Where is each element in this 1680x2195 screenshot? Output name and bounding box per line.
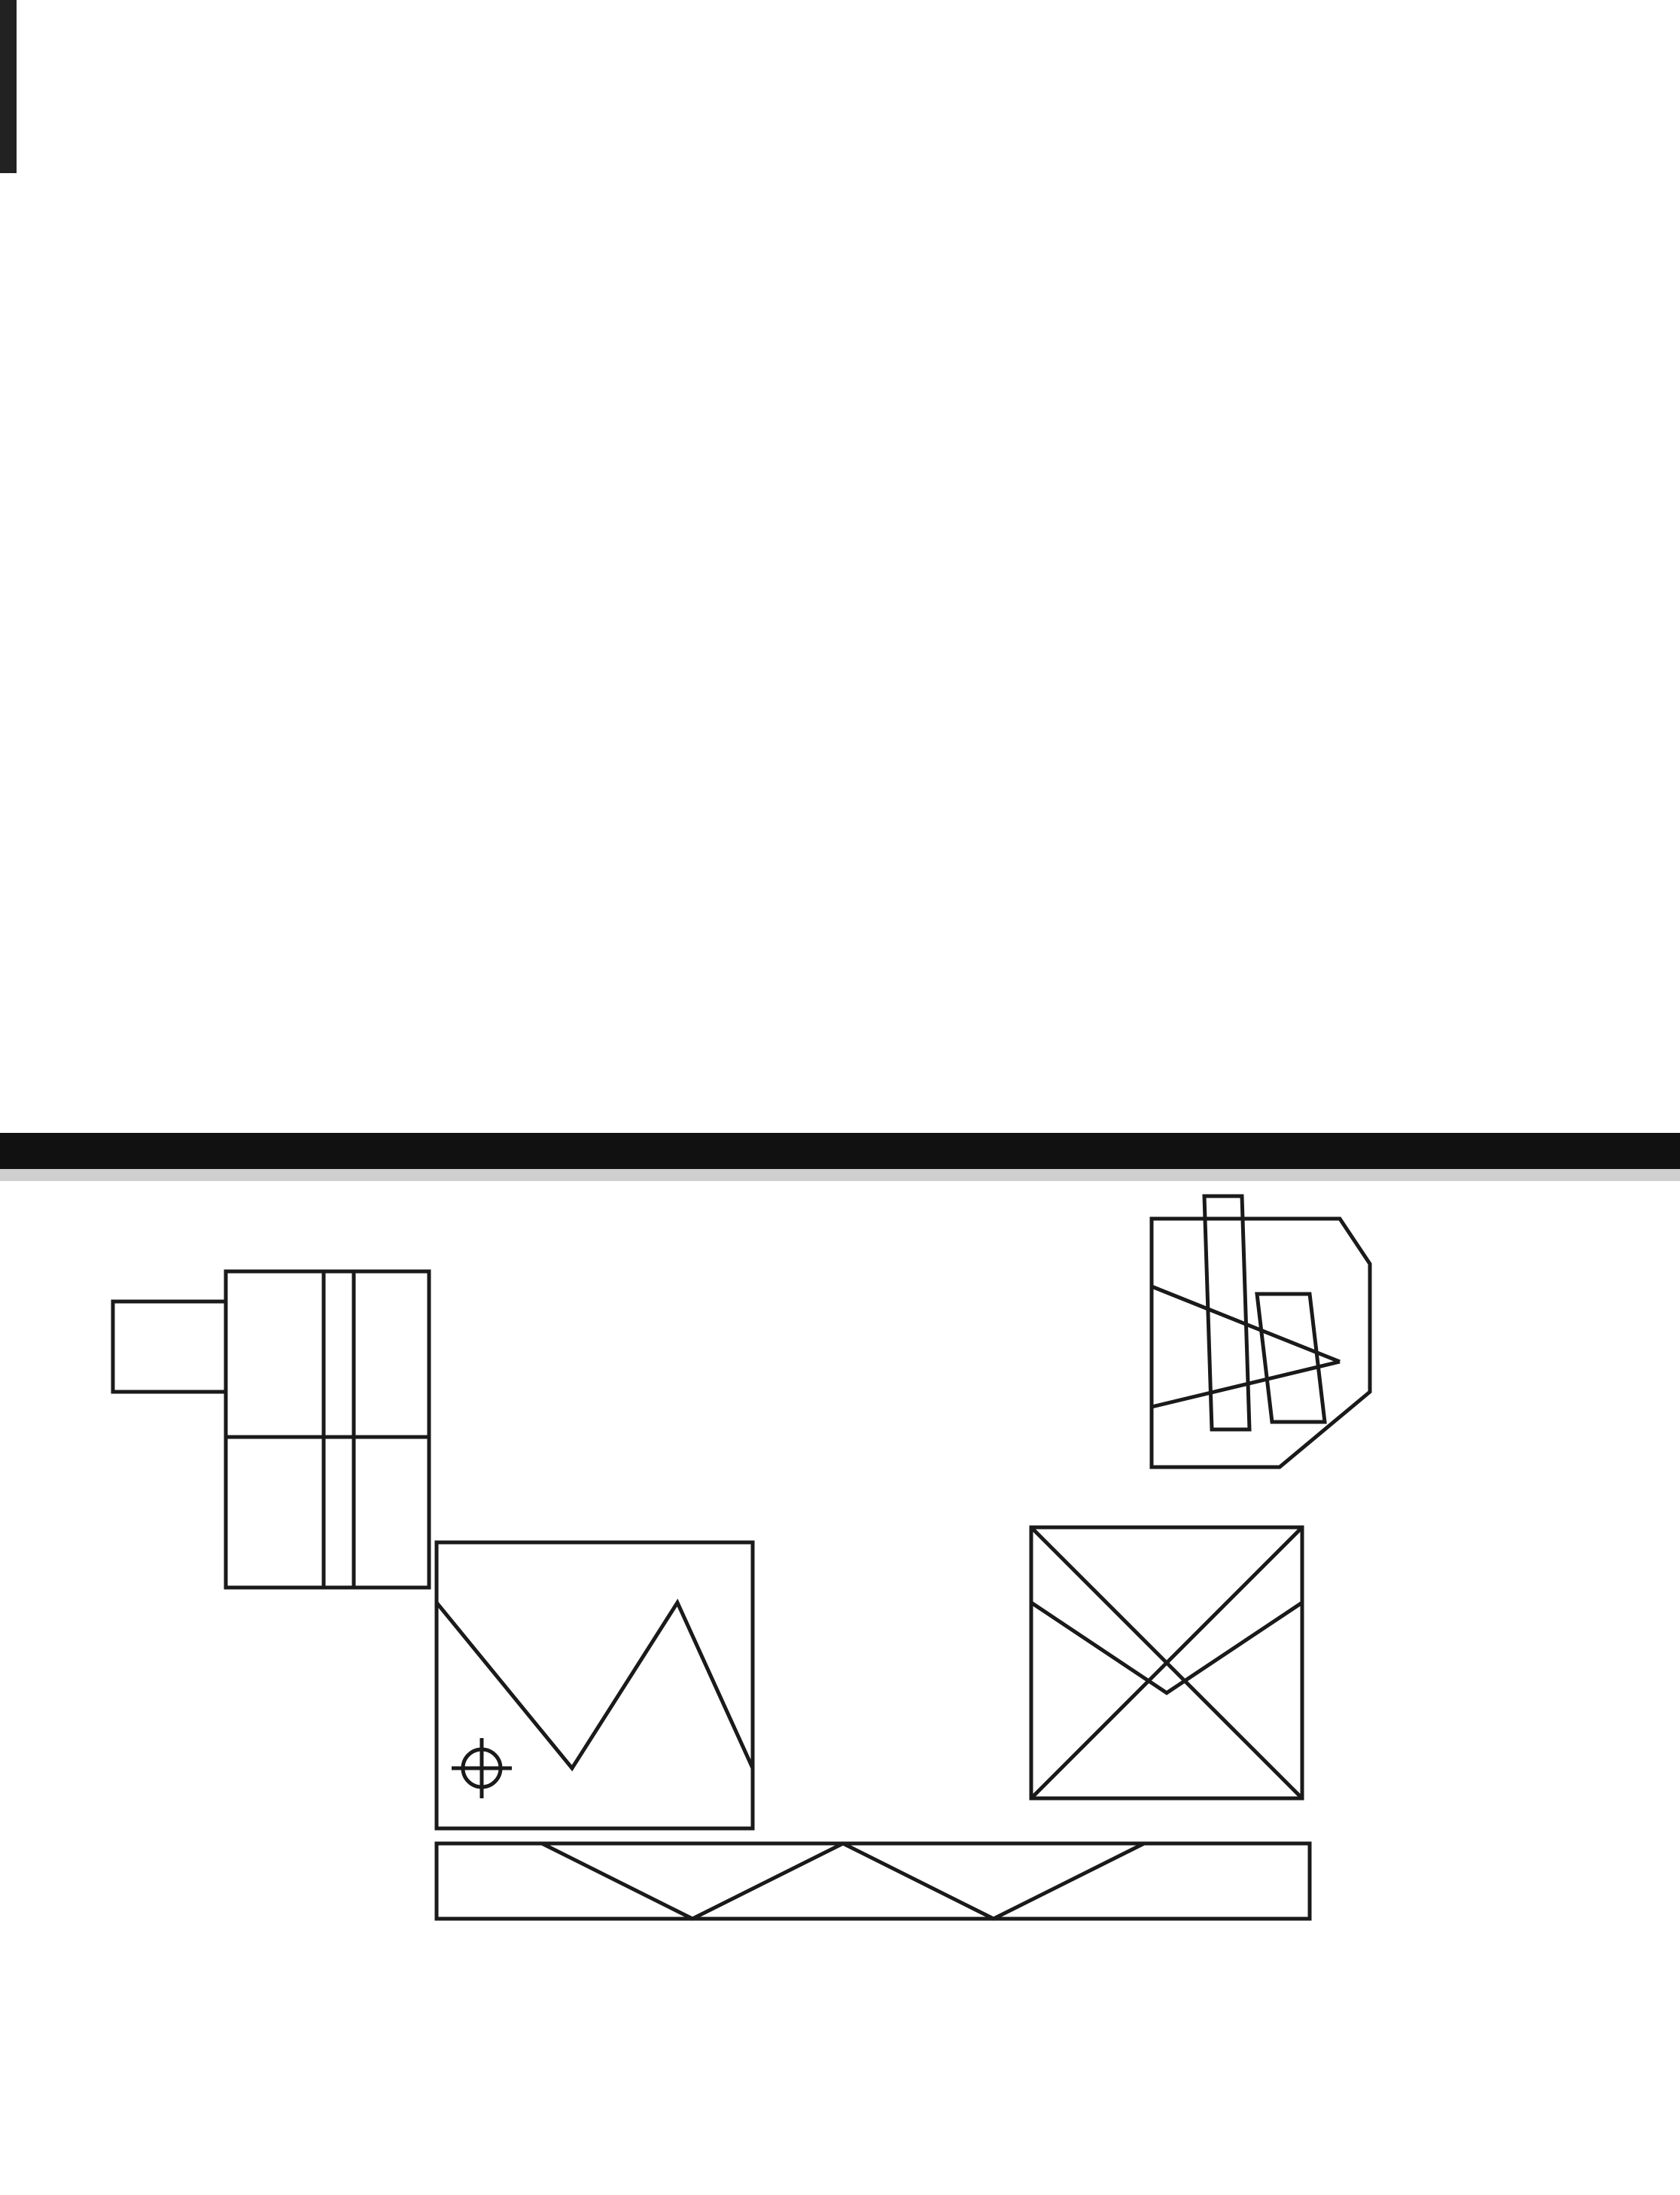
book-gutter (0, 1133, 1680, 1169)
figure-4-5-diagram (0, 1181, 1680, 1934)
book-gutter-shadow (0, 1169, 1680, 1181)
prism-sketch-a (1152, 1196, 1370, 1467)
plate-sketch-v (1031, 1527, 1302, 1798)
plate-sketch-g (437, 1542, 753, 1828)
cylinder-sketch-b (113, 1271, 429, 1588)
plate-sketch-d (437, 1843, 1310, 1919)
